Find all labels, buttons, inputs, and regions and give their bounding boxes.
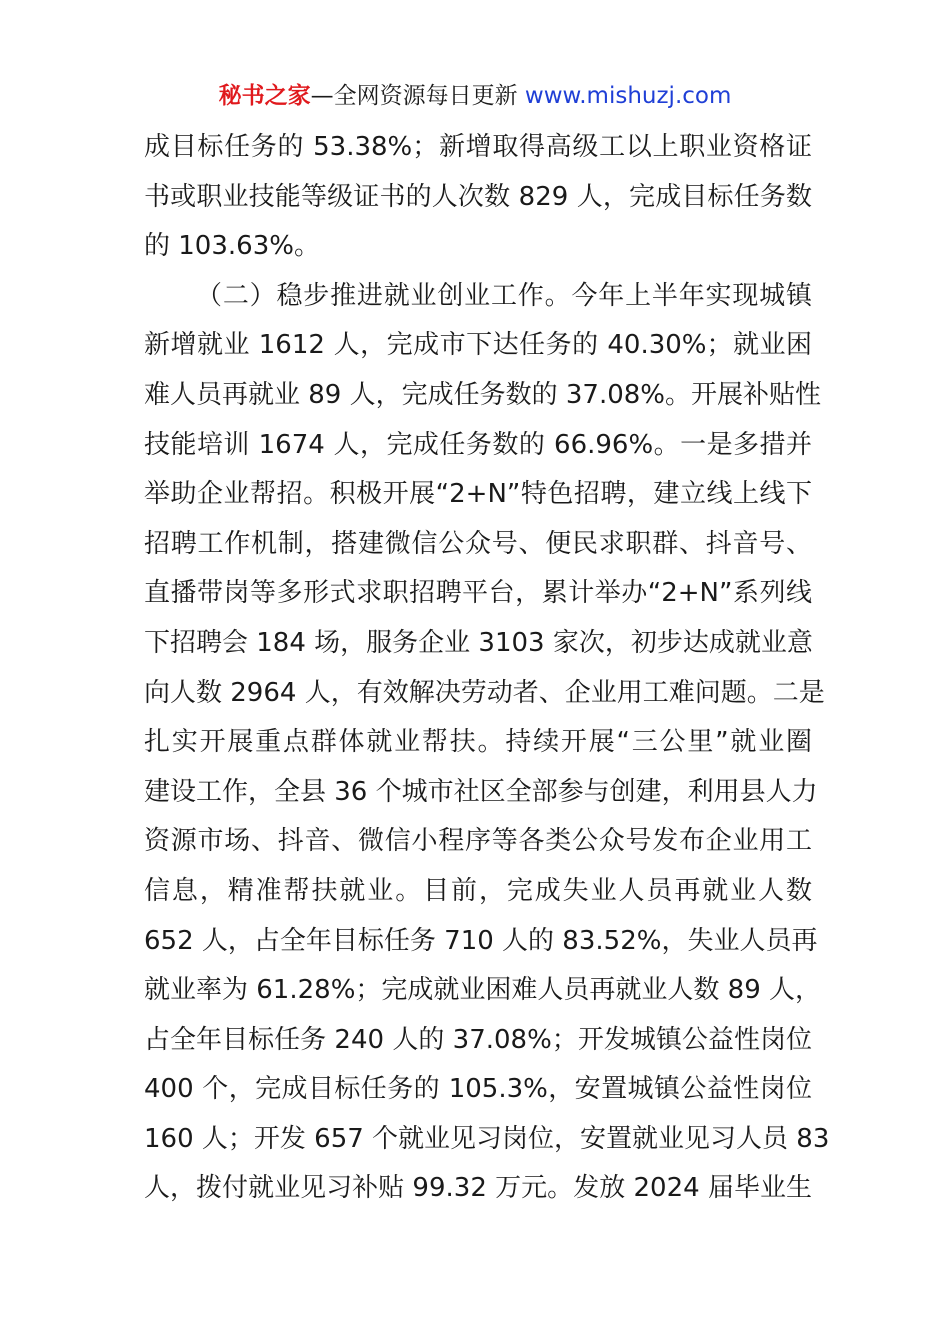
document-body [144, 123, 830, 1214]
text-line: 400 个，完成目标任务的 105.3%，安置城镇公益性岗位 [144, 1074, 812, 1105]
text-line: 160 人；开发 657 个就业见习岗位，安置就业见习人员 83 [144, 1123, 830, 1154]
text-line: 直播带岗等多形式求职招聘平台，累计举办“2+N”系列线 [144, 578, 812, 609]
text-line: 占全年目标任务 240 人的 37.08%；开发城镇公益性岗位 [144, 1024, 812, 1055]
text-line: 向人数 2964 人，有效解决劳动者、企业用工难问题。二是 [144, 677, 825, 708]
text-line: 下招聘会 184 场，服务企业 3103 家次，初步达成就业意 [144, 627, 813, 658]
text-line: 成目标任务的 53.38%；新增取得高级工以上职业资格证 [144, 132, 812, 162]
text-line: 就业率为 61.28%；完成就业困难人员再就业人数 89 人， [144, 975, 822, 1006]
site-url-link[interactable]: www.mishuzj.com [524, 83, 732, 109]
text-line: 建设工作，全县 36 个城市社区全部参与创建，利用县人力 [144, 776, 818, 807]
text-line: 资源市场、抖音、微信小程序等各类公众号发布企业用工 [144, 826, 812, 857]
text-line: 举助企业帮招。积极开展“2+N”特色招聘，建立线上线下 [144, 479, 812, 510]
text-line: 的 103.63%。 [144, 231, 320, 262]
text-line: 扎实开展重点群体就业帮扶。持续开展“三公里”就业圈 [144, 727, 812, 758]
text-line: 新增就业 1612 人，完成市下达任务的 40.30%；就业困 [144, 330, 812, 361]
text-line: 技能培训 1674 人，完成任务数的 66.96%。一是多措并 [144, 429, 812, 460]
text-line: 难人员再就业 89 人，完成任务数的 37.08%。开展补贴性 [144, 379, 822, 410]
text-line: 信息，精准帮扶就业。目前，完成失业人员再就业人数 [144, 875, 812, 906]
site-header [0, 80, 950, 112]
text-line: 招聘工作机制，搭建微信公众号、便民求职群、抖音号、 [144, 528, 812, 559]
text-line: 652 人，占全年目标任务 710 人的 83.52%，失业人员再 [144, 925, 818, 956]
text-line: 书或职业技能等级证书的人次数 829 人，完成目标任务数 [144, 181, 812, 212]
site-tagline: —全网资源每日更新 [310, 83, 518, 109]
site-brand: 秘书之家 [218, 83, 311, 109]
section-heading-line: （二）稳步推进就业创业工作。今年上半年实现城镇 [196, 280, 812, 311]
text-line: 人，拨付就业见习补贴 99.32 万元。发放 2024 届毕业生 [144, 1173, 812, 1204]
